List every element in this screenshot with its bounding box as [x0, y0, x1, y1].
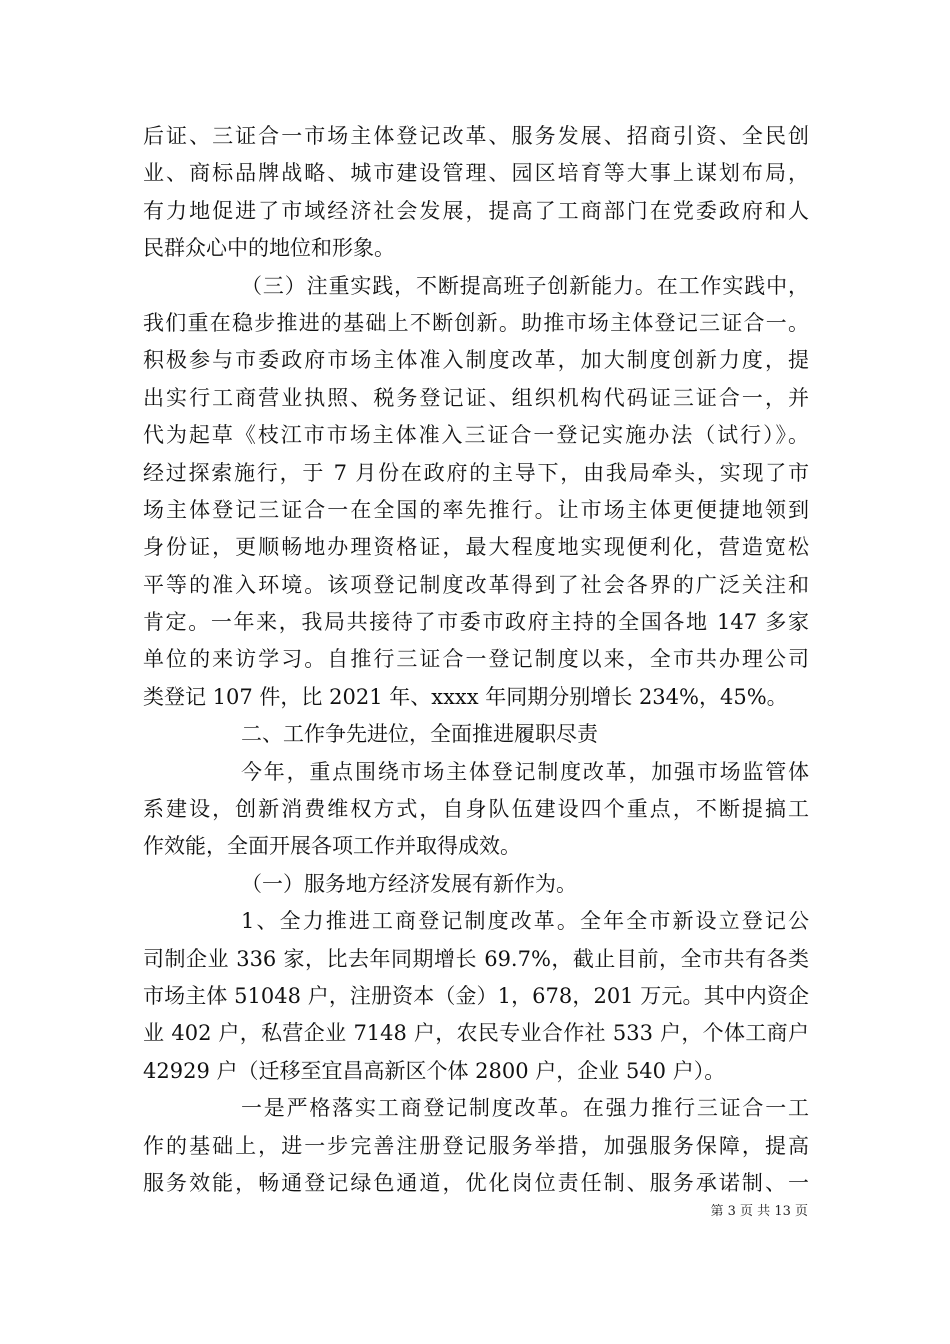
text-line: （三）注重实践，不断提高班子创新能力。在工作实践中， — [241, 273, 809, 298]
text-line: 二、工作争先进位，全面推进履职尽责 — [241, 722, 598, 747]
text-line: 作的基础上，进一步完善注册登记服务举措，加强服务保障，提高 — [143, 1133, 809, 1158]
text-line: 业 402 户，私营企业 7148 户，农民专业合作社 533 户，个体工商户 — [143, 1021, 809, 1046]
text-line: 业、商标品牌战略、城市建设管理、园区培育等大事上谋划布局， — [143, 161, 809, 186]
text-line: 有力地促进了市域经济社会发展，提高了工商部门在党委政府和人 — [143, 198, 809, 223]
text-line: 作效能，全面开展各项工作并取得成效。 — [143, 834, 521, 859]
text-line: 服务效能，畅通登记绿色通道，优化岗位责任制、服务承诺制、一 — [143, 1170, 809, 1195]
text-line: 单位的来访学习。自推行三证合一登记制度以来，全市共办理公司 — [143, 647, 809, 672]
text-line: 42929 户（迁移至宜昌高新区个体 2800 户，企业 540 户）。 — [143, 1058, 726, 1083]
text-line: 肯定。一年来，我局共接待了市委市政府主持的全国各地 147 多家 — [143, 610, 809, 635]
text-line: 1、全力推进工商登记制度改革。全年全市新设立登记公 — [241, 909, 809, 934]
text-line: 积极参与市委政府市场主体准入制度改革，加大制度创新力度，提 — [143, 348, 809, 373]
text-line: 类登记 107 件，比 2021 年、xxxx 年同期分别增长 234%，45%。 — [143, 684, 788, 709]
text-line: 市场主体 51048 户，注册资本（金）1，678，201 万元。其中内资企 — [143, 983, 809, 1008]
text-line: 司制企业 336 家，比去年同期增长 69.7%，截止目前，全市共有各类 — [143, 946, 809, 971]
text-line: 平等的准入环境。该项登记制度改革得到了社会各界的广泛关注和 — [143, 572, 809, 597]
text-line: 我们重在稳步推进的基础上不断创新。助推市场主体登记三证合一。 — [143, 310, 809, 335]
text-line: 系建设，创新消费维权方式，自身队伍建设四个重点，不断提搞工 — [143, 797, 809, 822]
text-line: 经过探索施行，于 7 月份在政府的主导下，由我局牵头，实现了市 — [143, 460, 809, 485]
page-number: 第 3 页 共 13 页 — [710, 1204, 808, 1219]
document-body — [143, 118, 809, 1202]
text-line: 出实行工商营业执照、税务登记证、组织机构代码证三证合一，并 — [143, 385, 809, 410]
text-line: 民群众心中的地位和形象。 — [143, 236, 395, 261]
text-line: 代为起草《枝江市市场主体准入三证合一登记实施办法（试行）》。 — [143, 423, 809, 448]
text-line: 场主体登记三证合一在全国的率先推行。让市场主体更便捷地领到 — [143, 497, 809, 522]
text-line: 一是严格落实工商登记制度改革。在强力推行三证合一工 — [241, 1096, 809, 1121]
text-line: 身份证，更顺畅地办理资格证，最大程度地实现便利化，营造宽松 — [143, 535, 809, 560]
text-line: 后证、三证合一市场主体登记改革、服务发展、招商引资、全民创 — [143, 124, 809, 148]
text-line: 今年，重点围绕市场主体登记制度改革，加强市场监管体 — [241, 759, 809, 784]
text-line: （一）服务地方经济发展有新作为。 — [241, 871, 577, 896]
